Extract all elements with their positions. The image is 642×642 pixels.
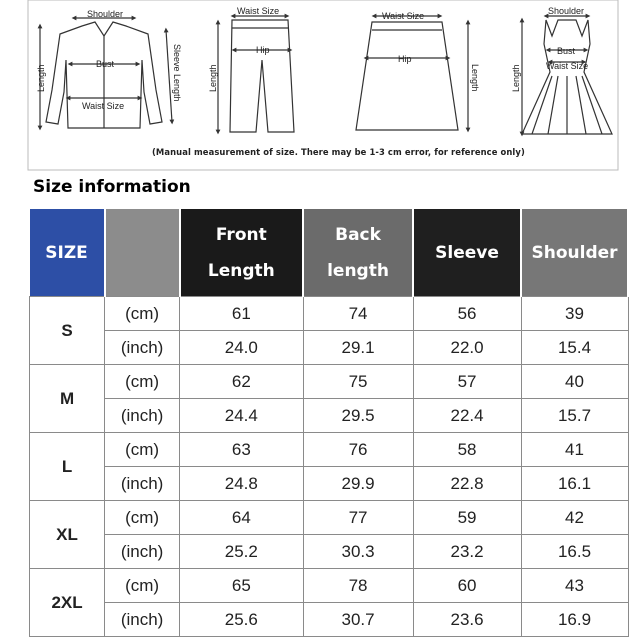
header-size-label: SIZE — [45, 242, 88, 263]
unit-label: (cm) — [105, 297, 180, 331]
table-row — [30, 433, 629, 467]
pants-hip-label: Hip — [256, 45, 270, 55]
table-cell: 24.8 — [180, 467, 303, 501]
dress-waist-label: Waist Size — [546, 61, 589, 71]
header-back-line-1: Back — [335, 224, 381, 245]
dress-shoulder-label: Shoulder — [548, 6, 585, 16]
size-label: L — [30, 433, 105, 501]
table-cell: 22.0 — [413, 331, 521, 365]
header-shoulder — [521, 209, 628, 297]
table-cell: 39 — [521, 297, 628, 331]
header-back-length — [303, 209, 413, 297]
table-cell: 30.3 — [303, 535, 413, 569]
header-front-line-1: Front — [215, 224, 267, 245]
table-cell: 16.1 — [521, 467, 628, 501]
table-cell: 29.5 — [303, 399, 413, 433]
unit-label: (inch) — [105, 331, 180, 365]
table-cell: 22.8 — [413, 467, 521, 501]
table-cell: 42 — [521, 501, 628, 535]
table-row — [30, 467, 629, 501]
table-cell: 63 — [180, 433, 303, 467]
table-cell: 15.7 — [521, 399, 628, 433]
measurement-note: (Manual measurement of size. There may be 1-3 cm error, for reference only) — [152, 147, 525, 157]
shirt-sleeve-label: Sleeve Length — [172, 44, 182, 102]
size-table — [29, 209, 629, 637]
unit-label: (cm) — [105, 569, 180, 603]
shirt-shoulder-label: Shoulder — [87, 9, 124, 19]
table-cell: 64 — [180, 501, 303, 535]
table-row — [30, 399, 629, 433]
table-cell: 25.2 — [180, 535, 303, 569]
table-cell: 29.1 — [303, 331, 413, 365]
header-front-line-2: Length — [207, 260, 275, 281]
shirt-waist-label: Waist Size — [82, 101, 125, 111]
table-cell: 56 — [413, 297, 521, 331]
table-row — [30, 603, 629, 637]
skirt-hip-label: Hip — [398, 54, 412, 64]
unit-label: (cm) — [105, 433, 180, 467]
skirt-waist-label: Waist Size — [382, 11, 425, 21]
unit-label: (inch) — [105, 603, 180, 637]
table-row — [30, 297, 629, 331]
unit-label: (inch) — [105, 535, 180, 569]
page-title: Size information — [33, 177, 191, 197]
table-cell: 61 — [180, 297, 303, 331]
table-cell: 23.6 — [413, 603, 521, 637]
skirt-diagram — [356, 16, 468, 130]
size-label: XL — [30, 501, 105, 569]
skirt-length-label: Length — [470, 64, 480, 92]
table-cell: 16.9 — [521, 603, 628, 637]
table-cell: 78 — [303, 569, 413, 603]
table-cell: 16.5 — [521, 535, 628, 569]
dress-length-label: Length — [511, 64, 521, 92]
table-row — [30, 569, 629, 603]
header-sleeve-label: Sleeve — [435, 242, 499, 263]
table-cell: 25.6 — [180, 603, 303, 637]
table-header-row — [30, 209, 629, 297]
table-cell: 65 — [180, 569, 303, 603]
shirt-length-label: Length — [36, 64, 46, 92]
pants-waist-label: Waist Size — [237, 6, 280, 16]
header-sleeve — [413, 209, 521, 297]
unit-label: (inch) — [105, 399, 180, 433]
table-cell: 24.0 — [180, 331, 303, 365]
unit-label: (cm) — [105, 365, 180, 399]
table-cell: 30.7 — [303, 603, 413, 637]
table-cell: 40 — [521, 365, 628, 399]
header-unit — [105, 209, 180, 297]
table-cell: 15.4 — [521, 331, 628, 365]
header-size — [30, 209, 105, 297]
table-row — [30, 501, 629, 535]
table-cell: 62 — [180, 365, 303, 399]
table-cell: 59 — [413, 501, 521, 535]
table-cell: 75 — [303, 365, 413, 399]
unit-label: (inch) — [105, 467, 180, 501]
table-cell: 43 — [521, 569, 628, 603]
shirt-bust-label: Bust — [96, 59, 115, 69]
pants-length-label: Length — [208, 64, 218, 92]
table-cell: 58 — [413, 433, 521, 467]
table-cell: 24.4 — [180, 399, 303, 433]
header-back-line-2: length — [327, 260, 389, 281]
table-cell: 57 — [413, 365, 521, 399]
table-cell: 23.2 — [413, 535, 521, 569]
header-shoulder-label: Shoulder — [531, 242, 618, 263]
dress-bust-label: Bust — [557, 46, 576, 56]
header-front-length — [180, 209, 303, 297]
table-row — [30, 535, 629, 569]
table-cell: 74 — [303, 297, 413, 331]
table-cell: 41 — [521, 433, 628, 467]
table-cell: 29.9 — [303, 467, 413, 501]
size-label: S — [30, 297, 105, 365]
pants-diagram — [218, 16, 294, 132]
table-row — [30, 365, 629, 399]
table-cell: 60 — [413, 569, 521, 603]
unit-label: (cm) — [105, 501, 180, 535]
table-cell: 76 — [303, 433, 413, 467]
table-row — [30, 331, 629, 365]
size-label: 2XL — [30, 569, 105, 637]
shirt-diagram — [40, 18, 172, 128]
dress-diagram — [522, 16, 612, 134]
table-cell: 77 — [303, 501, 413, 535]
size-label: M — [30, 365, 105, 433]
table-cell: 22.4 — [413, 399, 521, 433]
